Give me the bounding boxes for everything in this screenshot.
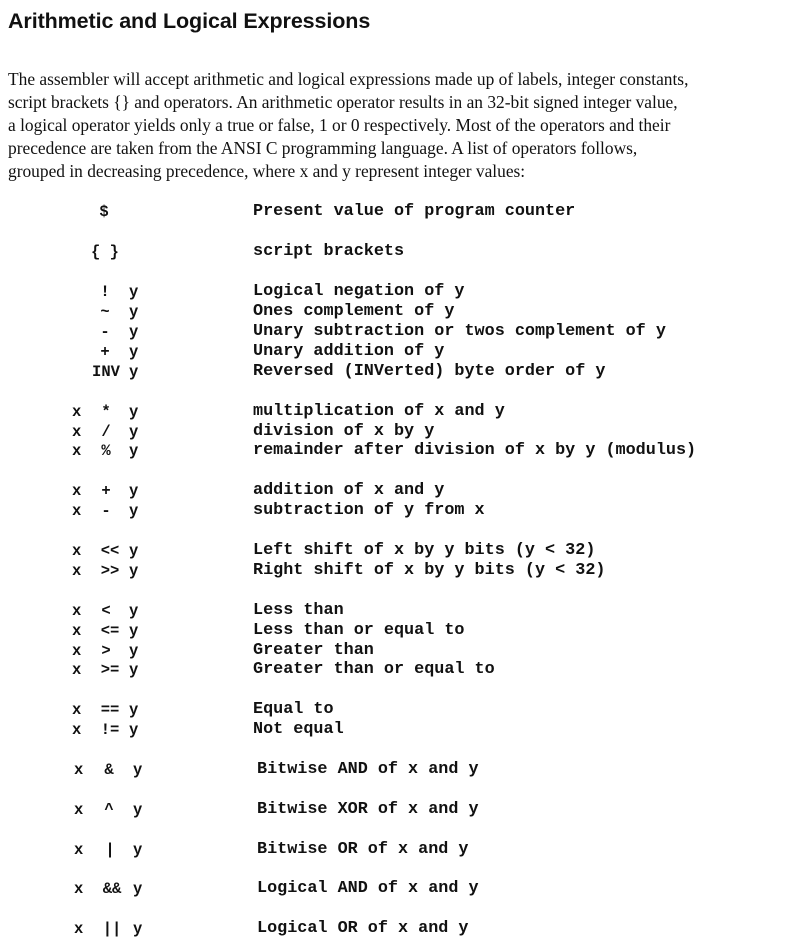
operator-right-operand: y	[133, 761, 143, 779]
intro-line: precedence are taken from the ANSI C programming language. A list of operators follows,	[8, 138, 638, 158]
operator-right-operand: y	[133, 880, 143, 898]
operator-row	[0, 282, 800, 302]
operator-left-operand: x	[72, 562, 82, 580]
operator-row	[0, 481, 800, 501]
operator-description: remainder after division of x by y (modulus)	[253, 441, 697, 460]
operator-row	[0, 919, 800, 939]
operator-row	[0, 840, 800, 860]
operator-symbol: ==	[100, 701, 120, 719]
operator-description: Greater than	[253, 641, 374, 660]
operator-row	[0, 621, 800, 641]
operator-left-operand: x	[74, 880, 84, 898]
operator-right-operand: y	[129, 622, 139, 640]
intro-line: a logical operator yields only a true or false, 1 or 0 respectively. Most of the operators and their	[8, 115, 671, 135]
operator-right-operand: y	[129, 502, 139, 520]
operator-symbol: >>	[100, 562, 120, 580]
operator-symbol: ~	[100, 303, 110, 321]
operator-symbol: >=	[100, 661, 120, 679]
operator-row	[0, 302, 800, 322]
operator-row	[0, 800, 800, 820]
operator-description: Greater than or equal to	[253, 660, 495, 679]
operator-description: Bitwise OR of x and y	[257, 840, 469, 859]
operator-description: Equal to	[253, 700, 334, 719]
operator-symbol: -	[100, 323, 110, 341]
operator-row	[0, 242, 800, 262]
operator-row	[0, 362, 800, 382]
operator-symbol: <	[101, 602, 111, 620]
operator-symbol: +	[101, 482, 111, 500]
operator-left-operand: x	[72, 403, 82, 421]
operator-row	[0, 720, 800, 740]
operator-row	[0, 422, 800, 442]
operator-right-operand: y	[129, 602, 139, 620]
operator-symbol: &&	[102, 880, 122, 898]
operator-right-operand: y	[129, 661, 139, 679]
operator-symbol: *	[101, 403, 111, 421]
operator-row	[0, 322, 800, 342]
operator-description: Less than	[253, 601, 344, 620]
operator-symbol: /	[101, 423, 111, 441]
operator-symbol: <<	[100, 542, 120, 560]
operator-right-operand: y	[129, 562, 139, 580]
operator-row	[0, 601, 800, 621]
operator-symbol: $	[99, 203, 109, 221]
operator-row	[0, 641, 800, 661]
operator-right-operand: y	[129, 303, 139, 321]
operator-description: Not equal	[253, 720, 344, 739]
operator-left-operand: x	[72, 661, 82, 679]
operator-description: Unary subtraction or twos complement of y	[253, 322, 666, 341]
operator-symbol: !	[100, 283, 110, 301]
operator-row	[0, 501, 800, 521]
operator-description: Right shift of x by y bits (y < 32)	[253, 561, 606, 580]
operator-row	[0, 879, 800, 899]
operator-row	[0, 760, 800, 780]
operator-left-operand: x	[72, 701, 82, 719]
operator-description: Ones complement of y	[253, 302, 455, 321]
operator-description: division of x by y	[253, 422, 435, 441]
operator-left-operand: x	[74, 761, 84, 779]
operator-symbol: INV	[92, 363, 120, 381]
operator-description: Logical AND of x and y	[257, 879, 479, 898]
operator-row	[0, 561, 800, 581]
operator-right-operand: y	[129, 701, 139, 719]
page-title: Arithmetic and Logical Expressions	[8, 9, 371, 33]
operator-symbol: +	[100, 343, 110, 361]
operator-right-operand: y	[129, 423, 139, 441]
operator-description: Reversed (INVerted) byte order of y	[253, 362, 606, 381]
operator-description: addition of x and y	[253, 481, 445, 500]
operator-left-operand: x	[72, 602, 82, 620]
operator-description: Logical negation of y	[253, 282, 465, 301]
operator-left-operand: x	[72, 642, 82, 660]
operator-symbol: >	[101, 642, 111, 660]
operator-left-operand: x	[72, 482, 82, 500]
operator-right-operand: y	[133, 801, 143, 819]
operator-left-operand: x	[72, 542, 82, 560]
operator-right-operand: y	[129, 642, 139, 660]
operator-symbol: |	[105, 841, 115, 859]
operator-symbol: <=	[100, 622, 120, 640]
operator-right-operand: y	[129, 363, 139, 381]
operator-right-operand: y	[133, 841, 143, 859]
operator-right-operand: y	[129, 482, 139, 500]
operator-right-operand: y	[129, 542, 139, 560]
intro-line: The assembler will accept arithmetic and logical expressions made up of labels, integer constants,	[8, 69, 689, 89]
operator-row	[0, 660, 800, 680]
intro-line: grouped in decreasing precedence, where x and y represent integer values:	[8, 161, 526, 181]
operator-symbol: ^	[104, 801, 114, 819]
operator-symbol: %	[101, 442, 111, 460]
operator-symbol: &	[104, 761, 114, 779]
operator-row	[0, 202, 800, 222]
operator-right-operand: y	[133, 920, 143, 938]
operator-description: script brackets	[253, 242, 405, 261]
operator-left-operand: x	[74, 920, 84, 938]
operator-description: multiplication of x and y	[253, 402, 505, 421]
operator-right-operand: y	[129, 343, 139, 361]
operator-symbol: { }	[91, 243, 119, 261]
operator-right-operand: y	[129, 283, 139, 301]
operator-symbol: ||	[102, 920, 122, 938]
operator-description: Logical OR of x and y	[257, 919, 469, 938]
operator-left-operand: x	[74, 841, 84, 859]
operator-description: Left shift of x by y bits (y < 32)	[253, 541, 596, 560]
operator-row	[0, 700, 800, 720]
operator-right-operand: y	[129, 323, 139, 341]
operator-left-operand: x	[72, 423, 82, 441]
operator-description: Bitwise AND of x and y	[257, 760, 479, 779]
operator-row	[0, 541, 800, 561]
operator-left-operand: x	[72, 622, 82, 640]
operator-description: Unary addition of y	[253, 342, 445, 361]
operator-description: Present value of program counter	[253, 202, 576, 221]
operator-row	[0, 342, 800, 362]
operator-left-operand: x	[74, 801, 84, 819]
operator-left-operand: x	[72, 442, 82, 460]
operator-description: Bitwise XOR of x and y	[257, 800, 479, 819]
operator-row	[0, 441, 800, 461]
operator-description: subtraction of y from x	[253, 501, 485, 520]
operator-right-operand: y	[129, 721, 139, 739]
operator-row	[0, 402, 800, 422]
operator-symbol: -	[101, 502, 111, 520]
operator-right-operand: y	[129, 403, 139, 421]
intro-line: script brackets {} and operators. An arithmetic operator results in an 32-bit signed integer value,	[8, 92, 678, 112]
operator-left-operand: x	[72, 721, 82, 739]
operator-symbol: !=	[100, 721, 120, 739]
operator-left-operand: x	[72, 502, 82, 520]
operator-right-operand: y	[129, 442, 139, 460]
operator-description: Less than or equal to	[253, 621, 465, 640]
